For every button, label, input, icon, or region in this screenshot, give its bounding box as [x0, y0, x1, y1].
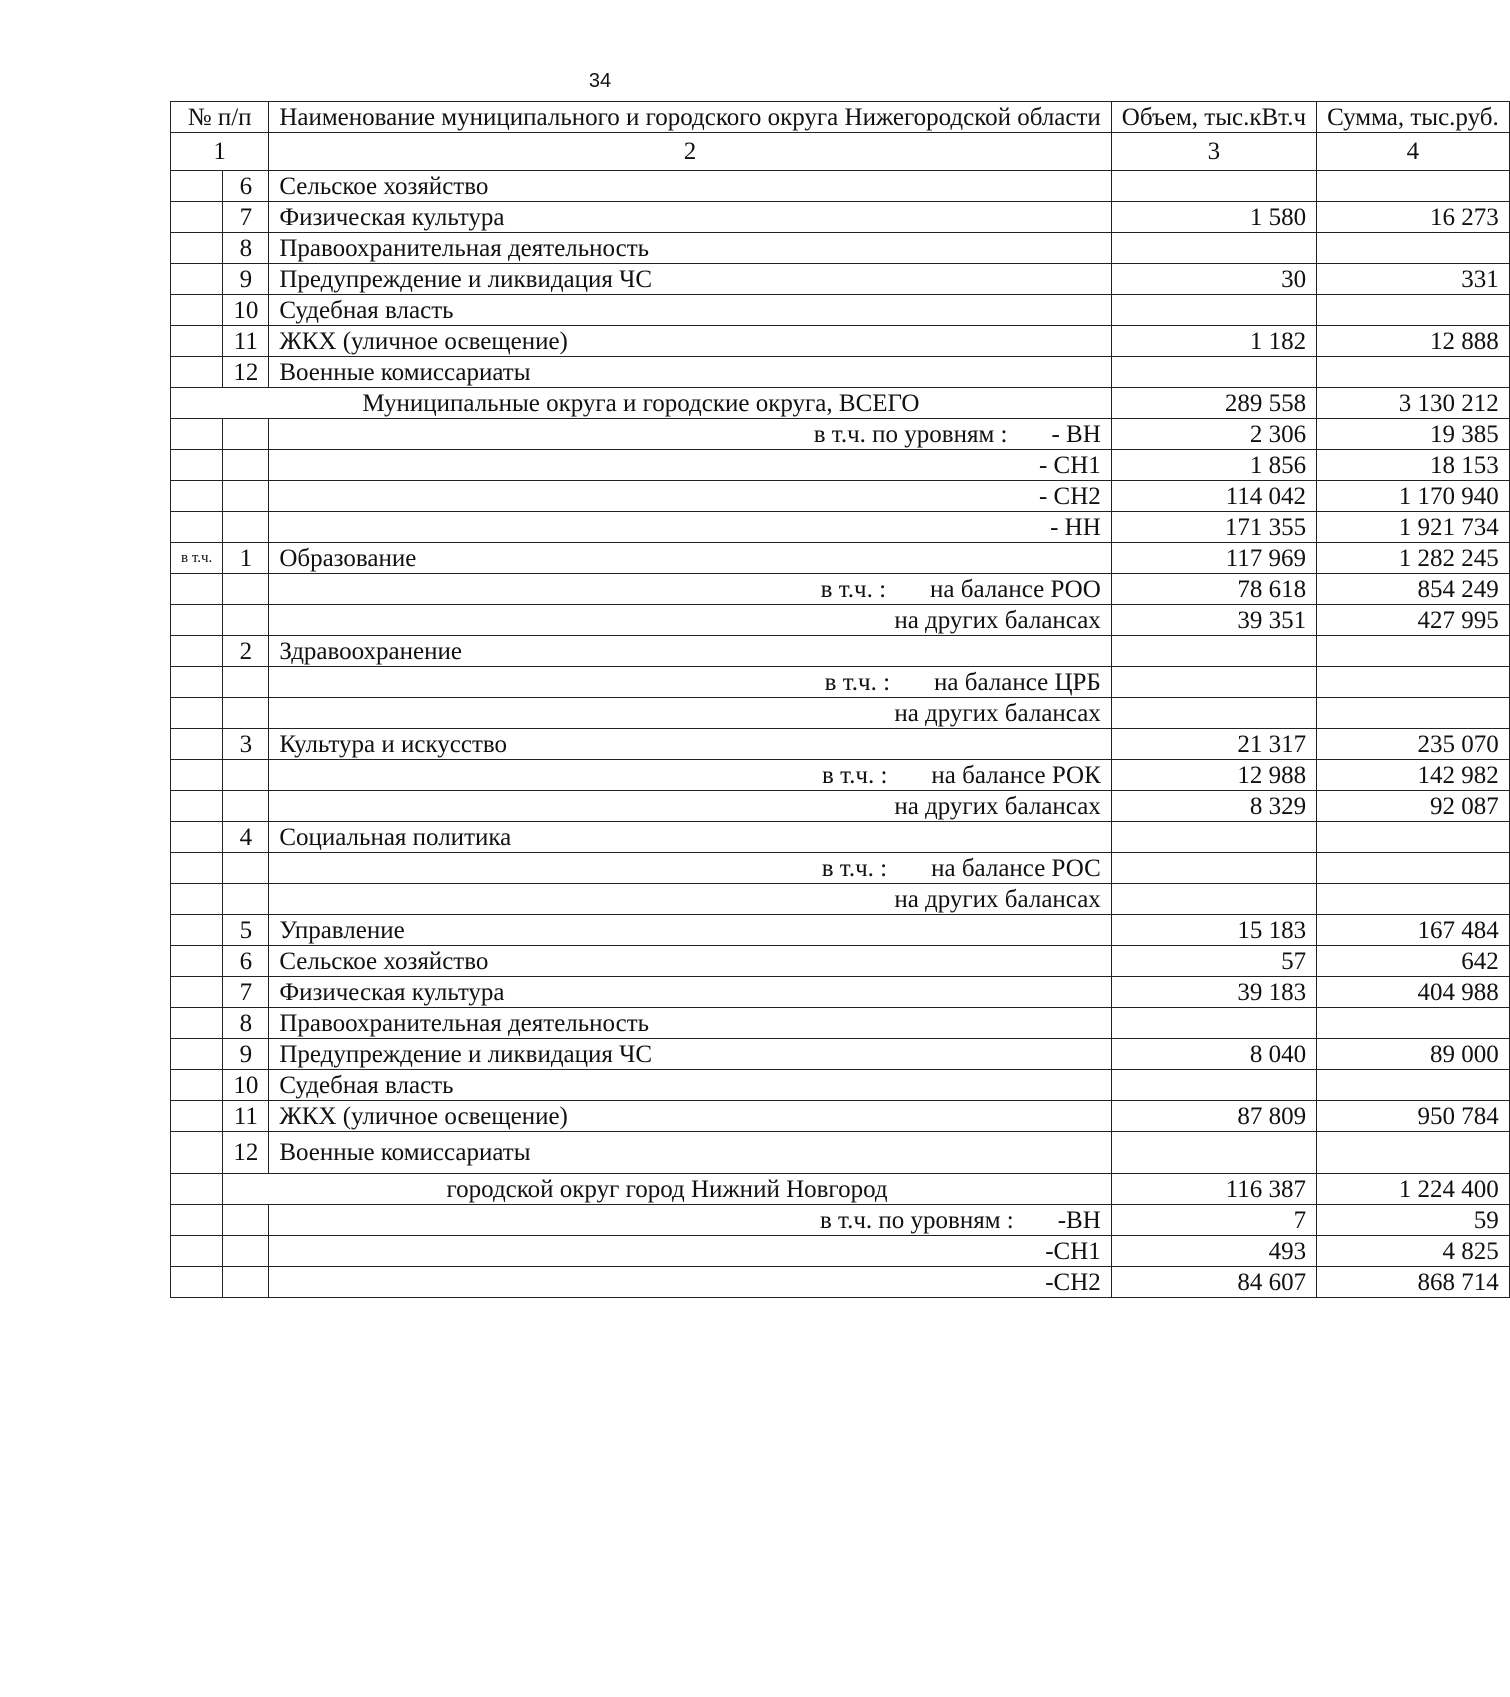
row-sum: [1317, 171, 1510, 202]
empty-cell: [223, 667, 269, 698]
table-row: [171, 915, 1510, 946]
table-row: [171, 977, 1510, 1008]
empty-cell: [171, 326, 223, 357]
row-name: Правоохранительная деятельность: [269, 1008, 1111, 1039]
empty-cell: [171, 357, 223, 388]
row-sum: 427 995: [1317, 605, 1510, 636]
row-sum: 92 087: [1317, 791, 1510, 822]
row-volume: [1111, 667, 1316, 698]
levels-prefix: в т.ч. по уровням :: [819, 1206, 1014, 1234]
row-name: Судебная власть: [269, 1070, 1111, 1101]
row-name: ЖКХ (уличное освещение): [269, 1101, 1111, 1132]
row-sum: [1317, 667, 1510, 698]
row-name: Предупреждение и ликвидация ЧС: [269, 264, 1111, 295]
row-sum: 12 888: [1317, 326, 1510, 357]
row-sum: [1317, 1008, 1510, 1039]
sub-prefix: в т.ч. :: [821, 854, 888, 882]
empty-cell: [171, 1039, 223, 1070]
other-balance-row: [171, 884, 1510, 915]
row-sum: [1317, 1070, 1510, 1101]
row-volume: 1 182: [1111, 326, 1316, 357]
level-code: - ВН: [1051, 420, 1101, 448]
empty-cell: [171, 760, 223, 791]
row-volume: [1111, 357, 1316, 388]
level-code: - СН2: [269, 481, 1111, 512]
empty-cell: [223, 512, 269, 543]
empty-cell: [223, 884, 269, 915]
total-sum: 3 130 212: [1317, 388, 1510, 419]
empty-cell: [171, 419, 223, 450]
row-name: Военные комиссариаты: [269, 357, 1111, 388]
empty-cell: [223, 574, 269, 605]
empty-cell: [171, 512, 223, 543]
row-name: ЖКХ (уличное освещение): [269, 326, 1111, 357]
other-balance-label: на других балансах: [269, 698, 1111, 729]
row-volume: 15 183: [1111, 915, 1316, 946]
row-volume: [1111, 822, 1316, 853]
city-sum: 1 224 400: [1317, 1174, 1510, 1205]
balance-name: на балансе ЦРБ: [934, 668, 1101, 696]
table-row: [171, 1039, 1510, 1070]
empty-cell: [223, 791, 269, 822]
level-row: [171, 512, 1510, 543]
level-row: [171, 419, 1510, 450]
row-volume: 21 317: [1111, 729, 1316, 760]
row-number: 7: [223, 977, 269, 1008]
empty-cell: [223, 481, 269, 512]
empty-cell: [171, 822, 223, 853]
balance-row: [171, 760, 1510, 791]
row-volume: 57: [1111, 946, 1316, 977]
level-row: [171, 1205, 1510, 1236]
level-sum: 59: [1317, 1205, 1510, 1236]
row-sum: 167 484: [1317, 915, 1510, 946]
level-sum: 1 170 940: [1317, 481, 1510, 512]
row-name: Сельское хозяйство: [269, 946, 1111, 977]
row-volume: 30: [1111, 264, 1316, 295]
balance-row: [171, 853, 1510, 884]
empty-cell: [171, 605, 223, 636]
level-label: [269, 419, 1111, 450]
empty-cell: [223, 698, 269, 729]
row-sum: 89 000: [1317, 1039, 1510, 1070]
row-volume: [1111, 295, 1316, 326]
other-balance-label: на других балансах: [269, 791, 1111, 822]
row-volume: [1111, 853, 1316, 884]
row-name: Судебная власть: [269, 295, 1111, 326]
row-sum: [1317, 636, 1510, 667]
incl-label: в т.ч.: [171, 543, 223, 574]
sector-row: [171, 636, 1510, 667]
row-number: 1: [223, 543, 269, 574]
levels-prefix: в т.ч. по уровням :: [813, 420, 1008, 448]
sector-name: Здравоохранение: [269, 636, 1111, 667]
row-number: 10: [223, 1070, 269, 1101]
empty-cell: [223, 1267, 269, 1298]
row-volume: [1111, 233, 1316, 264]
level-volume: 114 042: [1111, 481, 1316, 512]
empty-cell: [171, 667, 223, 698]
balance-label: [269, 760, 1111, 791]
empty-cell: [223, 450, 269, 481]
row-number: 3: [223, 729, 269, 760]
empty-cell: [171, 853, 223, 884]
empty-cell: [171, 977, 223, 1008]
column-number: 2: [269, 133, 1111, 171]
level-code: - СН1: [269, 450, 1111, 481]
row-volume: [1111, 1132, 1316, 1174]
balance-row: [171, 667, 1510, 698]
city-volume: 116 387: [1111, 1174, 1316, 1205]
level-volume: 171 355: [1111, 512, 1316, 543]
empty-cell: [171, 1205, 223, 1236]
table-row: [171, 1132, 1510, 1174]
level-sum: 18 153: [1317, 450, 1510, 481]
row-volume: 78 618: [1111, 574, 1316, 605]
column-number: 1: [171, 133, 269, 171]
empty-cell: [223, 1205, 269, 1236]
row-volume: 1 580: [1111, 202, 1316, 233]
row-number: 4: [223, 822, 269, 853]
empty-cell: [171, 698, 223, 729]
row-volume: 12 988: [1111, 760, 1316, 791]
other-balance-row: [171, 605, 1510, 636]
balance-row: [171, 574, 1510, 605]
row-number: 6: [223, 946, 269, 977]
sub-prefix: в т.ч. :: [820, 575, 887, 603]
row-volume: 117 969: [1111, 543, 1316, 574]
level-volume: 493: [1111, 1236, 1316, 1267]
balance-label: [269, 574, 1111, 605]
table-row: [171, 295, 1510, 326]
row-name: Предупреждение и ликвидация ЧС: [269, 1039, 1111, 1070]
table-row: [171, 202, 1510, 233]
empty-cell: [223, 605, 269, 636]
row-number: 10: [223, 295, 269, 326]
row-volume: 87 809: [1111, 1101, 1316, 1132]
other-balance-row: [171, 791, 1510, 822]
empty-cell: [171, 1070, 223, 1101]
table-row: [171, 171, 1510, 202]
empty-cell: [171, 1132, 223, 1174]
row-sum: 16 273: [1317, 202, 1510, 233]
balance-name: на балансе РОК: [931, 761, 1101, 789]
level-label: [269, 1205, 1111, 1236]
balance-label: [269, 667, 1111, 698]
row-number: 7: [223, 202, 269, 233]
column-number: 3: [1111, 133, 1316, 171]
row-number: 9: [223, 264, 269, 295]
level-row: [171, 481, 1510, 512]
empty-cell: [171, 1101, 223, 1132]
row-name: Физическая культура: [269, 977, 1111, 1008]
row-volume: [1111, 636, 1316, 667]
other-balance-label: на других балансах: [269, 605, 1111, 636]
header-sum: Сумма, тыс.руб.: [1317, 102, 1510, 133]
empty-cell: [223, 760, 269, 791]
row-name: Сельское хозяйство: [269, 171, 1111, 202]
sub-prefix: в т.ч. :: [822, 761, 888, 789]
header-row: [171, 102, 1510, 133]
other-balance-label: на других балансах: [269, 884, 1111, 915]
balance-label: [269, 853, 1111, 884]
row-sum: 642: [1317, 946, 1510, 977]
total-row: [171, 388, 1510, 419]
level-volume: 84 607: [1111, 1267, 1316, 1298]
table-row: [171, 1101, 1510, 1132]
row-volume: 39 351: [1111, 605, 1316, 636]
row-number: 12: [223, 357, 269, 388]
row-sum: [1317, 884, 1510, 915]
row-sum: 331: [1317, 264, 1510, 295]
header-name: Наименование муниципального и городского округа Нижегородской области: [269, 102, 1111, 133]
row-sum: [1317, 822, 1510, 853]
row-sum: 1 282 245: [1317, 543, 1510, 574]
row-volume: [1111, 1008, 1316, 1039]
sector-name: Образование: [269, 543, 1111, 574]
row-volume: [1111, 171, 1316, 202]
sector-row: [171, 543, 1510, 574]
table-row: [171, 264, 1510, 295]
level-sum: 4 825: [1317, 1236, 1510, 1267]
row-number: 8: [223, 233, 269, 264]
row-number: 11: [223, 326, 269, 357]
row-sum: 950 784: [1317, 1101, 1510, 1132]
page-number: 34: [588, 70, 612, 92]
row-volume: 8 040: [1111, 1039, 1316, 1070]
table-row: [171, 946, 1510, 977]
level-code: -СН1: [269, 1236, 1111, 1267]
row-sum: [1317, 853, 1510, 884]
sector-row: [171, 729, 1510, 760]
level-code: - НН: [269, 512, 1111, 543]
row-number: 2: [223, 636, 269, 667]
empty-cell: [171, 1267, 223, 1298]
row-name: Управление: [269, 915, 1111, 946]
level-row: [171, 1236, 1510, 1267]
row-sum: [1317, 233, 1510, 264]
empty-cell: [171, 233, 223, 264]
table-row: [171, 357, 1510, 388]
row-volume: [1111, 698, 1316, 729]
level-sum: 19 385: [1317, 419, 1510, 450]
total-volume: 289 558: [1111, 388, 1316, 419]
empty-cell: [223, 419, 269, 450]
column-numbers-row: [171, 133, 1510, 171]
row-volume: [1111, 884, 1316, 915]
row-number: 9: [223, 1039, 269, 1070]
empty-cell: [171, 574, 223, 605]
city-name: городской округ город Нижний Новгород: [223, 1174, 1111, 1205]
row-number: 8: [223, 1008, 269, 1039]
empty-cell: [223, 1236, 269, 1267]
sector-name: Культура и искусство: [269, 729, 1111, 760]
level-sum: 1 921 734: [1317, 512, 1510, 543]
level-volume: 7: [1111, 1205, 1316, 1236]
empty-cell: [171, 481, 223, 512]
header-no: № п/п: [171, 102, 269, 133]
row-sum: [1317, 357, 1510, 388]
empty-cell: [171, 915, 223, 946]
total-name: Муниципальные округа и городские округа, ВСЕГО: [171, 388, 1112, 419]
row-number: 12: [223, 1132, 269, 1174]
balance-name: на балансе РОО: [930, 575, 1101, 603]
row-sum: [1317, 1132, 1510, 1174]
column-number: 4: [1317, 133, 1510, 171]
row-sum: 854 249: [1317, 574, 1510, 605]
sector-row: [171, 822, 1510, 853]
empty-cell: [171, 884, 223, 915]
empty-cell: [171, 946, 223, 977]
energy-table: [170, 101, 1510, 1298]
empty-cell: [171, 1236, 223, 1267]
empty-cell: [171, 791, 223, 822]
table-row: [171, 233, 1510, 264]
empty-cell: [223, 853, 269, 884]
empty-cell: [171, 264, 223, 295]
sector-name: Социальная политика: [269, 822, 1111, 853]
other-balance-row: [171, 698, 1510, 729]
sub-prefix: в т.ч. :: [824, 668, 891, 696]
row-name: Правоохранительная деятельность: [269, 233, 1111, 264]
row-sum: 235 070: [1317, 729, 1510, 760]
level-row: [171, 1267, 1510, 1298]
empty-cell: [171, 171, 223, 202]
header-volume: Объем, тыс.кВт.ч: [1111, 102, 1316, 133]
level-volume: 1 856: [1111, 450, 1316, 481]
empty-cell: [171, 295, 223, 326]
empty-cell: [171, 1008, 223, 1039]
row-number: 6: [223, 171, 269, 202]
row-sum: 142 982: [1317, 760, 1510, 791]
level-sum: 868 714: [1317, 1267, 1510, 1298]
level-row: [171, 450, 1510, 481]
row-sum: [1317, 295, 1510, 326]
level-code: -ВН: [1057, 1206, 1101, 1234]
empty-cell: [171, 202, 223, 233]
table-row: [171, 1008, 1510, 1039]
row-name: Военные комиссариаты: [269, 1132, 1111, 1174]
empty-cell: [171, 450, 223, 481]
empty-cell: [171, 1174, 223, 1205]
city-row: [171, 1174, 1510, 1205]
empty-cell: [171, 636, 223, 667]
balance-name: на балансе РОС: [931, 854, 1101, 882]
row-volume: 8 329: [1111, 791, 1316, 822]
row-number: 11: [223, 1101, 269, 1132]
table-row: [171, 326, 1510, 357]
row-number: 5: [223, 915, 269, 946]
row-name: Физическая культура: [269, 202, 1111, 233]
empty-cell: [171, 729, 223, 760]
row-sum: 404 988: [1317, 977, 1510, 1008]
row-volume: 39 183: [1111, 977, 1316, 1008]
table-row: [171, 1070, 1510, 1101]
level-volume: 2 306: [1111, 419, 1316, 450]
level-code: -СН2: [269, 1267, 1111, 1298]
row-sum: [1317, 698, 1510, 729]
row-volume: [1111, 1070, 1316, 1101]
